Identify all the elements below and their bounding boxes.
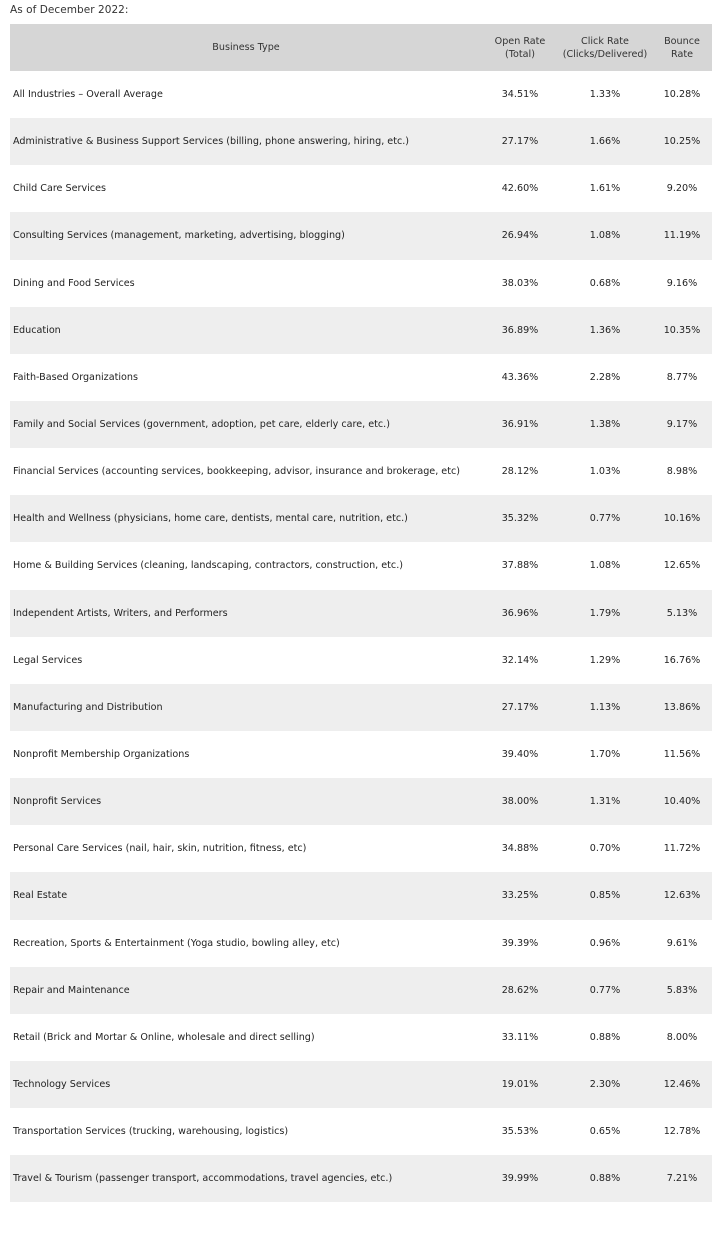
cell-click-rate: 0.88% — [589, 1031, 621, 1043]
cell-click-rate: 1.29% — [589, 654, 621, 666]
cell-bounce-rate: 5.83% — [666, 984, 698, 996]
cell-open-rate: 34.51% — [501, 89, 539, 101]
table-row — [10, 354, 712, 401]
cell-open-rate: 35.32% — [501, 513, 539, 525]
cell-bounce-rate: 8.77% — [666, 371, 698, 383]
table-row — [10, 307, 712, 354]
table-row — [10, 1014, 712, 1061]
cell-bounce-rate: 8.00% — [666, 1031, 698, 1043]
cell-bounce-rate: 10.40% — [663, 796, 701, 808]
cell-bounce-rate: 9.16% — [666, 277, 698, 289]
table-row — [10, 1061, 712, 1108]
cell-bounce-rate: 9.17% — [666, 419, 698, 431]
cell-business-type: Education — [13, 324, 61, 336]
cell-open-rate: 34.88% — [501, 843, 539, 855]
cell-click-rate: 1.03% — [589, 466, 621, 478]
cell-open-rate: 33.25% — [501, 890, 539, 902]
cell-open-rate: 19.01% — [501, 1079, 539, 1091]
cell-business-type: Independent Artists, Writers, and Performers — [13, 607, 228, 619]
table-row — [10, 495, 712, 542]
header-business-type — [10, 24, 482, 71]
cell-bounce-rate: 12.78% — [663, 1126, 701, 1138]
cell-open-rate: 39.39% — [501, 937, 539, 949]
cell-business-type: Consulting Services (management, marketing, advertising, blogging) — [13, 230, 345, 242]
table-body — [10, 71, 712, 1250]
cell-open-rate: 35.53% — [501, 1126, 539, 1138]
table-header — [10, 24, 712, 71]
cell-click-rate: 0.85% — [589, 890, 621, 902]
cell-open-rate: 27.17% — [501, 701, 539, 713]
cell-open-rate: 42.60% — [501, 183, 539, 195]
table-row — [10, 684, 712, 731]
cell-click-rate: 1.79% — [589, 607, 621, 619]
cell-bounce-rate: 10.16% — [663, 513, 701, 525]
cell-bounce-rate: 12.63% — [663, 890, 701, 902]
cell-click-rate: 0.70% — [589, 843, 621, 855]
cell-click-rate: 1.13% — [589, 701, 621, 713]
cell-bounce-rate — [652, 1202, 712, 1249]
cell-business-type: Real Estate — [13, 890, 68, 902]
cell-bounce-rate: 5.13% — [666, 607, 698, 619]
cell-click-rate: 1.66% — [589, 136, 621, 148]
cell-click-rate: 1.38% — [589, 419, 621, 431]
cell-bounce-rate: 10.35% — [663, 324, 701, 336]
cell-click-rate: 0.88% — [589, 1173, 621, 1185]
cell-business-type: Child Care Services — [13, 183, 106, 195]
cell-bounce-rate: 8.98% — [666, 466, 698, 478]
cell-click-rate: 0.65% — [589, 1126, 621, 1138]
cell-business-type — [10, 1202, 482, 1249]
cell-open-rate: 36.96% — [501, 607, 539, 619]
cell-open-rate: 36.89% — [501, 324, 539, 336]
table-row — [10, 872, 712, 919]
cell-business-type: Faith-Based Organizations — [13, 371, 138, 383]
table-row — [10, 260, 712, 307]
cell-click-rate: 0.68% — [589, 277, 621, 289]
cell-open-rate: 36.91% — [501, 419, 539, 431]
cell-bounce-rate: 10.28% — [663, 89, 701, 101]
header-open-rate-line1: Open Rate — [494, 35, 546, 47]
cell-business-type: Home & Building Services (cleaning, landscaping, contractors, construction, etc.) — [13, 560, 404, 572]
header-open-rate — [482, 24, 558, 71]
cell-open-rate: 33.11% — [501, 1031, 539, 1043]
cell-business-type: Legal Services — [13, 654, 83, 666]
cell-click-rate: 1.70% — [589, 749, 621, 761]
table-caption: As of December 2022: — [10, 4, 129, 16]
cell-click-rate: 1.61% — [589, 183, 621, 195]
cell-open-rate: 38.00% — [501, 796, 539, 808]
table-row — [10, 1155, 712, 1202]
cell-business-type: Repair and Maintenance — [13, 984, 130, 996]
cell-business-type: Nonprofit Membership Organizations — [13, 749, 190, 761]
table-row — [10, 212, 712, 259]
cell-business-type: Personal Care Services (nail, hair, skin, nutrition, fitness, etc) — [13, 843, 307, 855]
cell-open-rate: 28.12% — [501, 466, 539, 478]
cell-bounce-rate: 9.20% — [666, 183, 698, 195]
table-row — [10, 71, 712, 118]
cell-click-rate: 1.08% — [589, 560, 621, 572]
cell-click-rate: 0.77% — [589, 984, 621, 996]
cell-open-rate — [482, 1202, 558, 1249]
header-row — [10, 24, 712, 71]
cell-business-type: Health and Wellness (physicians, home care, dentists, mental care, nutrition, etc.) — [13, 513, 408, 525]
header-business-type-label: Business Type — [212, 42, 280, 53]
table-row — [10, 165, 712, 212]
header-open-rate-line2: (Total) — [505, 48, 535, 60]
cell-bounce-rate: 12.46% — [663, 1079, 701, 1091]
cell-bounce-rate: 13.86% — [663, 701, 701, 713]
cell-click-rate: 1.08% — [589, 230, 621, 242]
cell-business-type: Nonprofit Services — [13, 796, 102, 808]
cell-business-type: Dining and Food Services — [13, 277, 135, 289]
cell-business-type: Travel & Tourism (passenger transport, accommodations, travel agencies, etc.) — [13, 1173, 393, 1185]
cell-open-rate: 38.03% — [501, 277, 539, 289]
cell-click-rate: 0.96% — [589, 937, 621, 949]
cell-business-type: Technology Services — [13, 1079, 111, 1091]
header-click-rate-line2: (Clicks/Delivered) — [562, 48, 648, 60]
cell-open-rate: 32.14% — [501, 654, 539, 666]
cell-click-rate — [558, 1202, 652, 1249]
cell-business-type: Retail (Brick and Mortar & Online, wholesale and direct selling) — [13, 1031, 315, 1043]
table-row — [10, 542, 712, 589]
cell-business-type: Manufacturing and Distribution — [13, 701, 163, 713]
cell-open-rate: 39.99% — [501, 1173, 539, 1185]
cell-click-rate: 1.31% — [589, 796, 621, 808]
cell-open-rate: 37.88% — [501, 560, 539, 572]
header-bounce-rate — [652, 24, 712, 71]
cell-bounce-rate: 7.21% — [666, 1173, 698, 1185]
cell-open-rate: 39.40% — [501, 749, 539, 761]
cell-click-rate: 0.77% — [589, 513, 621, 525]
cell-bounce-rate: 12.65% — [663, 560, 701, 572]
table-row — [10, 448, 712, 495]
cell-bounce-rate: 11.19% — [663, 230, 701, 242]
table-row — [10, 401, 712, 448]
table-row — [10, 778, 712, 825]
cell-bounce-rate: 11.72% — [663, 843, 701, 855]
cell-click-rate: 2.30% — [589, 1079, 621, 1091]
cell-business-type: Administrative & Business Support Services (billing, phone answering, hiring, etc.) — [13, 136, 410, 148]
table-row — [10, 637, 712, 684]
table-row — [10, 1108, 712, 1155]
table-row — [10, 1202, 712, 1249]
cell-bounce-rate: 16.76% — [663, 654, 701, 666]
header-click-rate — [558, 24, 652, 71]
table-row — [10, 118, 712, 165]
cell-click-rate: 1.33% — [589, 89, 621, 101]
cell-business-type: Transportation Services (trucking, warehousing, logistics) — [13, 1126, 289, 1138]
cell-bounce-rate: 9.61% — [666, 937, 698, 949]
cell-bounce-rate: 10.25% — [663, 136, 701, 148]
cell-business-type: Family and Social Services (government, adoption, pet care, elderly care, etc.) — [13, 419, 390, 431]
cell-bounce-rate: 11.56% — [663, 749, 701, 761]
header-bounce-rate-line2: Rate — [671, 48, 693, 60]
cell-business-type: Financial Services (accounting services, bookkeeping, advisor, insurance and brokerage, etc) — [13, 466, 460, 478]
cell-open-rate: 27.17% — [501, 136, 539, 148]
table-row — [10, 967, 712, 1014]
cell-open-rate: 26.94% — [501, 230, 539, 242]
table-row — [10, 825, 712, 872]
table-row — [10, 590, 712, 637]
cell-business-type: All Industries – Overall Average — [13, 89, 163, 101]
cell-business-type: Recreation, Sports & Entertainment (Yoga studio, bowling alley, etc) — [13, 937, 340, 949]
table-row — [10, 920, 712, 967]
table-row — [10, 731, 712, 778]
cell-click-rate: 1.36% — [589, 324, 621, 336]
cell-open-rate: 43.36% — [501, 371, 539, 383]
email-benchmarks-table — [10, 24, 712, 1250]
header-bounce-rate-line1: Bounce — [664, 35, 700, 47]
cell-open-rate: 28.62% — [501, 984, 539, 996]
header-click-rate-line1: Click Rate — [581, 35, 629, 47]
cell-click-rate: 2.28% — [589, 371, 621, 383]
